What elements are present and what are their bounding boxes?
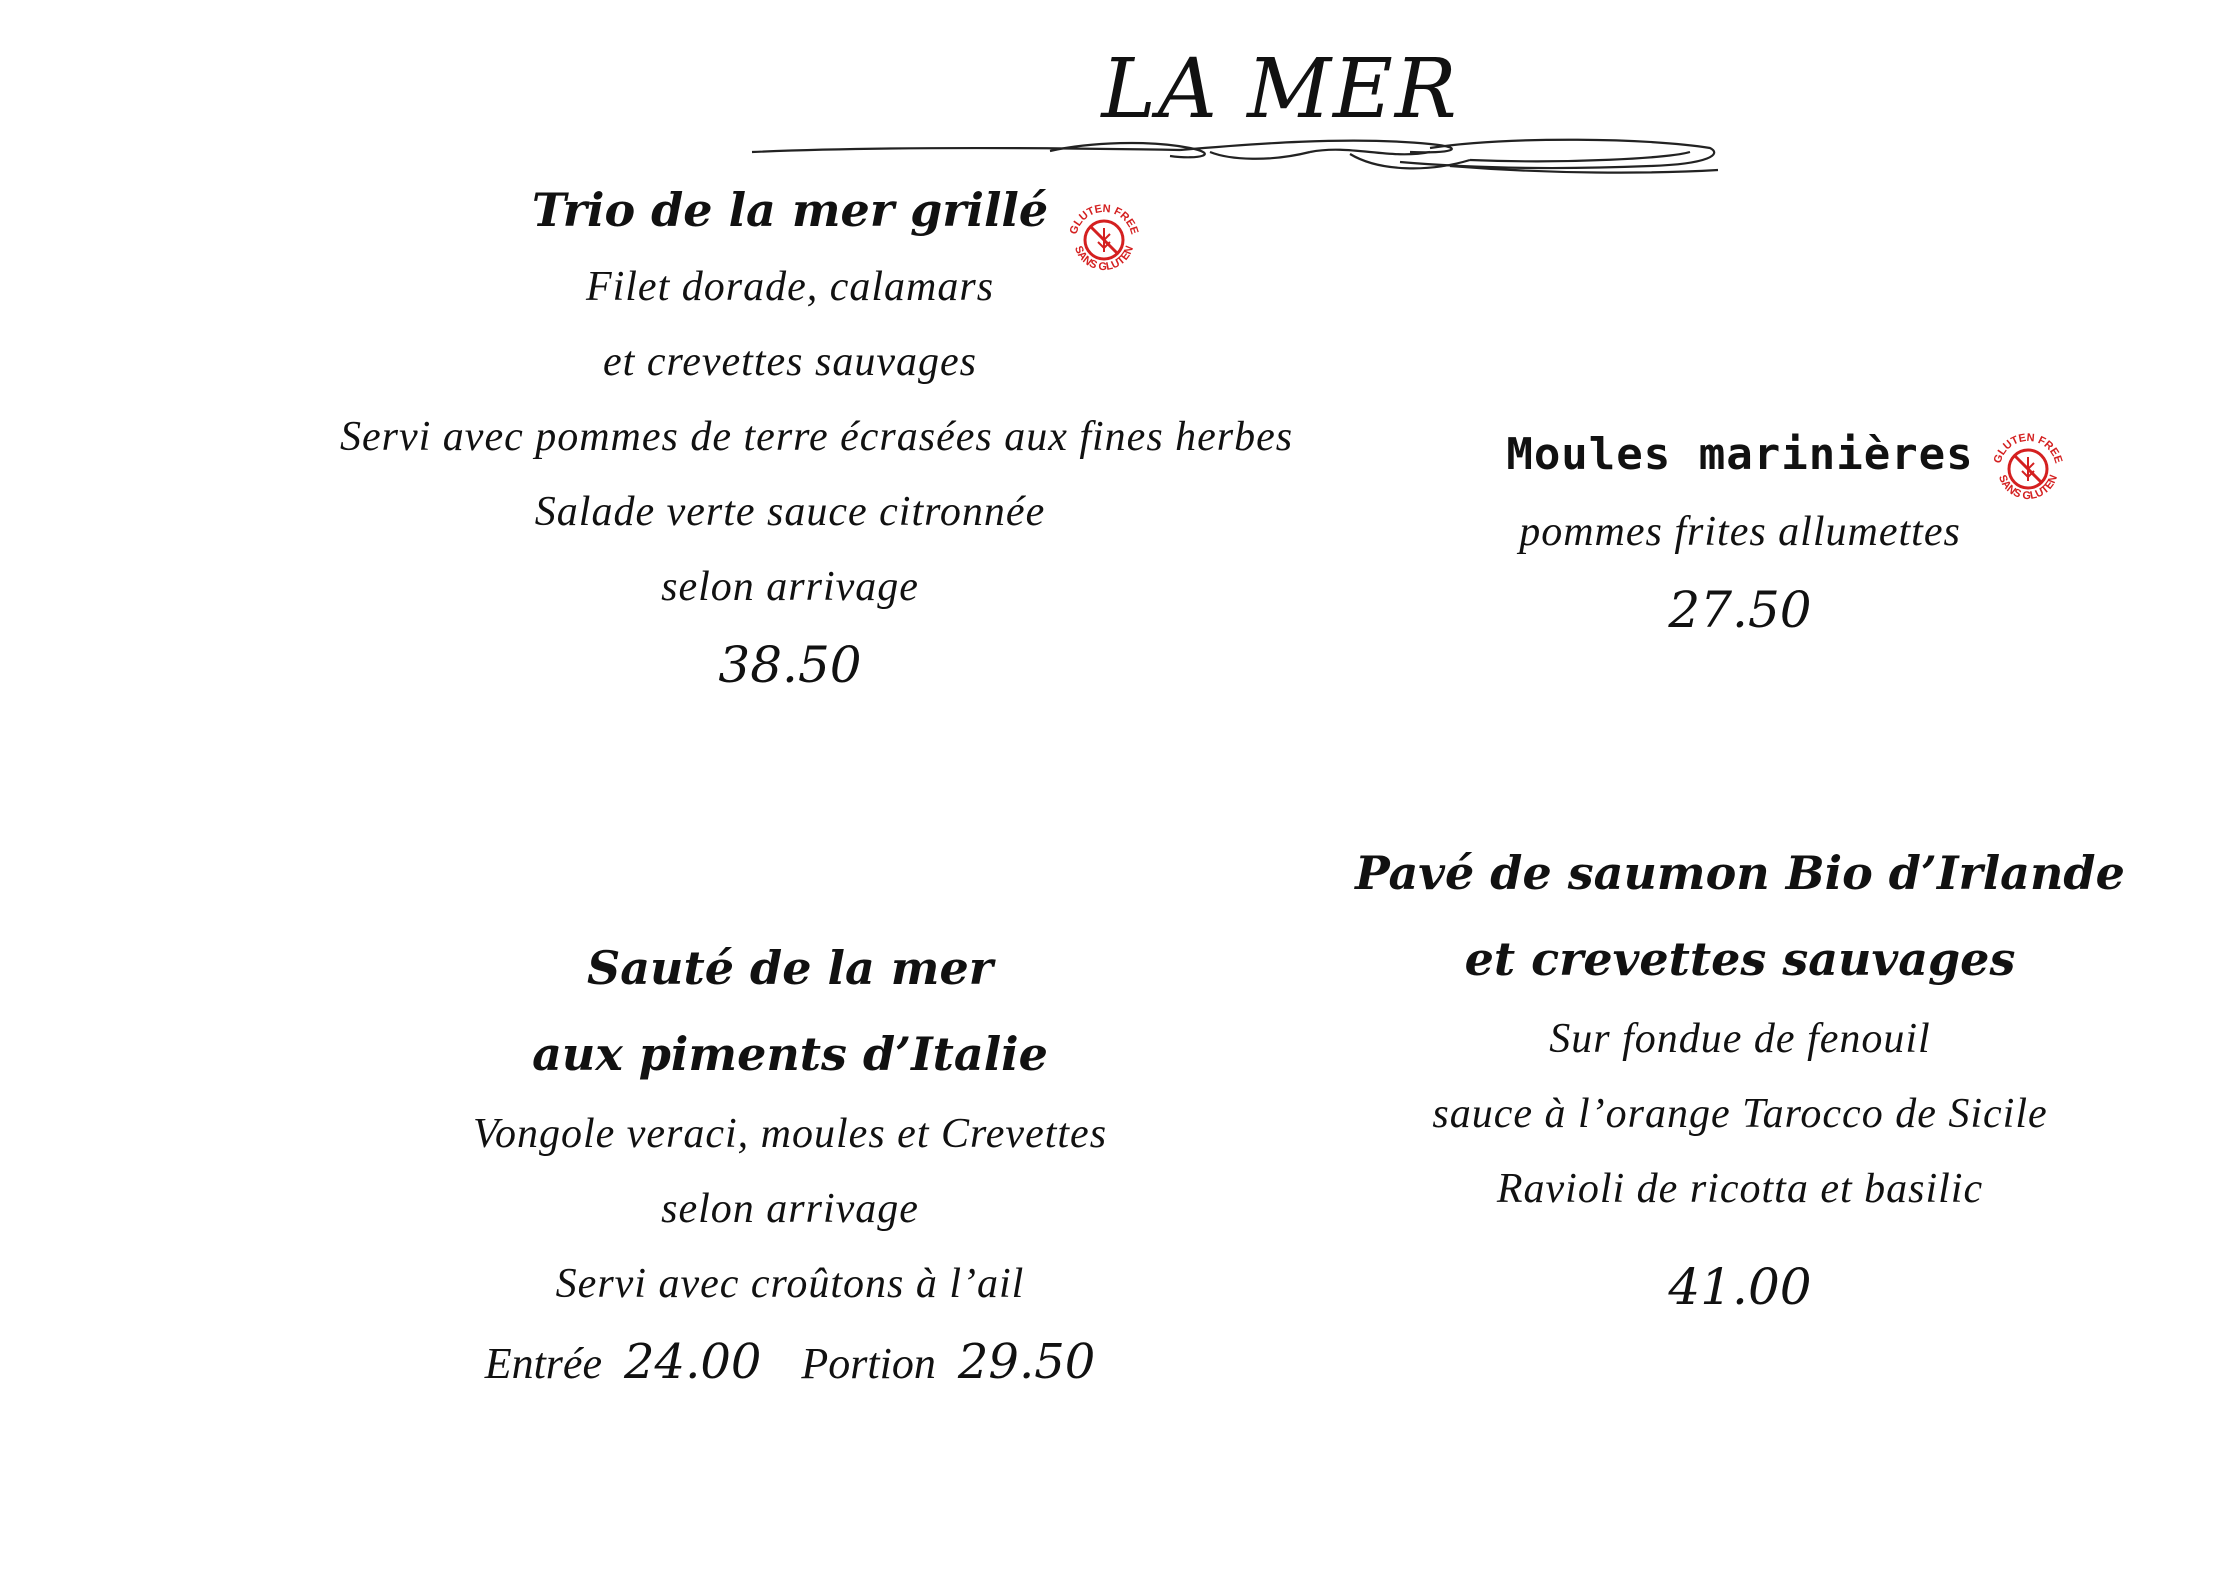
badge-text-top: GLUTEN FREE	[1067, 202, 1141, 236]
dish-description-line: Ravioli de ricotta et basilic	[1496, 1166, 1984, 1212]
price-row	[340, 1322, 1240, 1404]
dish-moules	[1440, 425, 2040, 650]
dish-price: 41.00	[1668, 1258, 1812, 1316]
entree-label: Entrée	[484, 1339, 602, 1388]
dish-title-line: Sauté de la mer	[587, 941, 993, 995]
dish-description-line: Sur fondue de fenouil	[1549, 1016, 1931, 1062]
page-title: LA MER	[1101, 42, 1459, 137]
decorative-flourish	[750, 138, 1720, 186]
dish-saute	[340, 925, 1240, 1404]
portion-label: Portion	[801, 1339, 936, 1388]
badge-text-bottom: SANS GLUTEN	[1071, 244, 1137, 274]
dish-description-line: selon arrivage	[661, 564, 919, 610]
dish-price: 38.50	[718, 636, 862, 694]
dish-title-line: Pavé de saumon Bio d’Irlande	[1355, 846, 2125, 900]
badge-text-bottom: SANS GLUTEN	[1995, 473, 2061, 503]
dish-description-line: selon arrivage	[661, 1186, 919, 1232]
dish-description-line: et crevettes sauvages	[603, 339, 977, 385]
dish-title-line: aux piments d’Italie	[532, 1027, 1048, 1081]
dish-description-line: Filet dorade, calamars	[585, 264, 995, 310]
dish-title-line: et crevettes sauvages	[1464, 932, 2016, 986]
dish-description-line: Servi avec pommes de terre écrasées aux fines herbes	[340, 414, 1294, 460]
dish-description-line: Salade verte sauce citronnée	[534, 489, 1046, 535]
dish-title: Moules marinières	[1506, 429, 1974, 480]
gluten-free-icon	[1062, 198, 1146, 282]
entree-price: 24.00	[624, 1334, 762, 1390]
dish-description-line: Vongole veraci, moules et Crevettes	[472, 1111, 1108, 1157]
dish-title: Trio de la mer grillé	[531, 183, 1049, 237]
dish-price: 27.50	[1668, 581, 1812, 639]
dish-description-line: sauce à l’orange Tarocco de Sicile	[1432, 1091, 2048, 1137]
dish-saumon	[1340, 830, 2140, 1327]
dish-description-line: pommes frites allumettes	[1519, 509, 1961, 555]
badge-text-top: GLUTEN FREE	[1991, 431, 2065, 465]
dish-description-line: Servi avec croûtons à l’ail	[555, 1261, 1025, 1307]
gluten-free-icon	[1986, 427, 2070, 511]
portion-price: 29.50	[957, 1334, 1096, 1390]
